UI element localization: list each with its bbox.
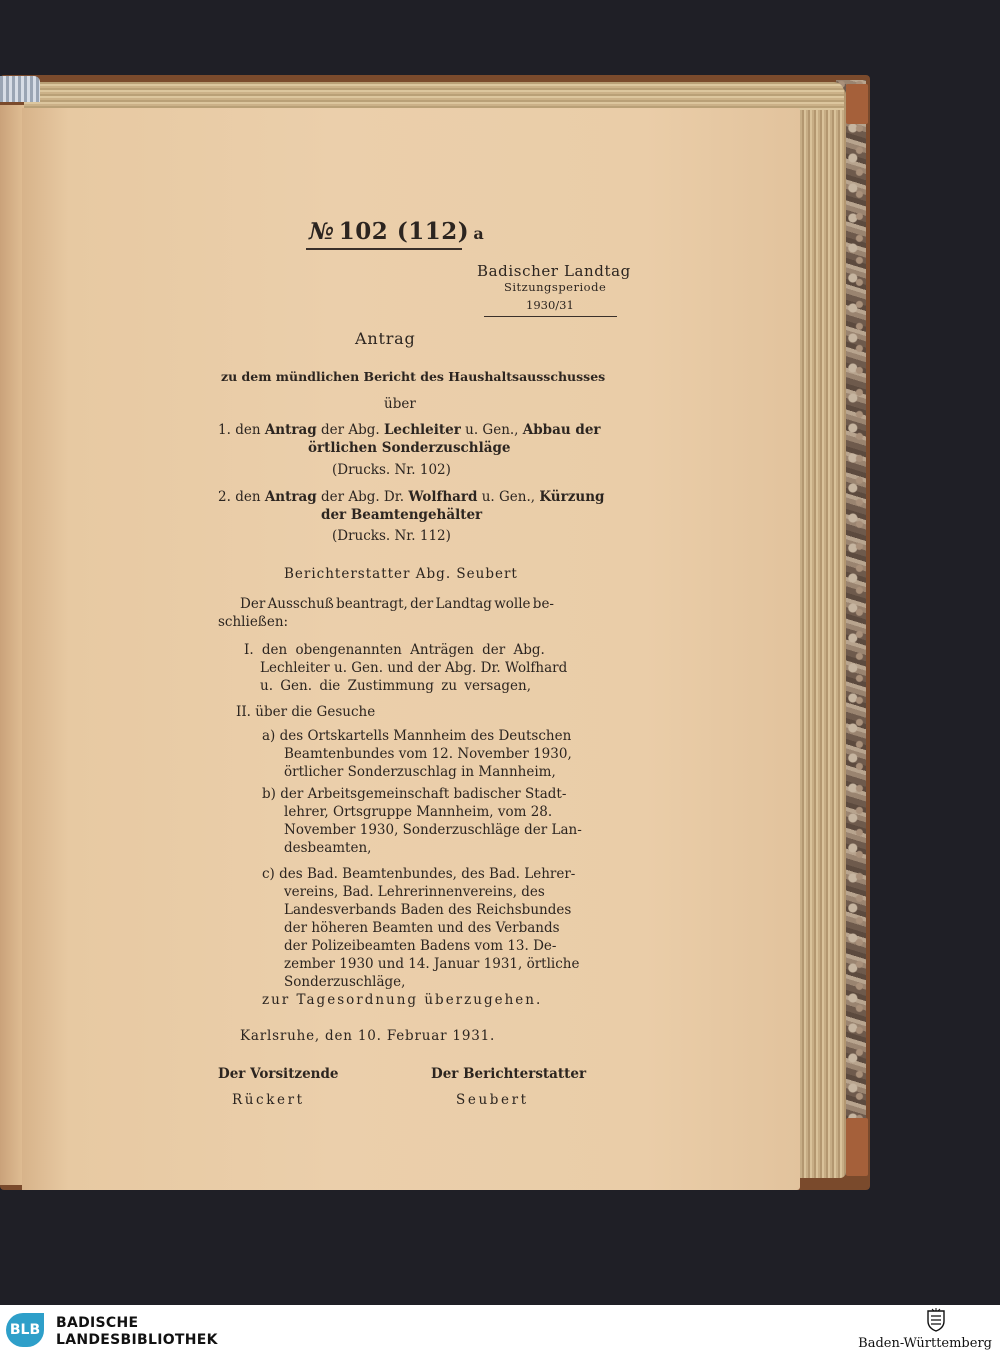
ueber-label: über — [384, 396, 416, 412]
state-label: Baden-Württemberg — [858, 1336, 992, 1351]
session-label: Sitzungsperiode — [504, 280, 607, 294]
intro-line-1: Der Ausschuß beantragt, der Landtag wolle be- — [240, 596, 554, 612]
sub-c-line-7: Sonderzuschläge, — [284, 974, 406, 990]
item-1-line-2: örtlichen Sonderzuschläge — [308, 440, 511, 456]
point-2-heading: II. über die Gesuche — [236, 704, 376, 720]
signature-right-name: Seubert — [456, 1092, 529, 1108]
page-edges-top — [24, 82, 844, 110]
item-2-reference: (Drucks. Nr. 112) — [332, 528, 451, 544]
sub-c-line-6: zember 1930 und 14. Januar 1931, örtliche — [284, 956, 580, 972]
document-title: Antrag — [355, 329, 416, 348]
header-underline — [484, 316, 617, 317]
library-name-line-2: LANDESBIBLIOTHEK — [56, 1332, 218, 1348]
document-number: № 102 (112) a — [309, 218, 484, 245]
blb-logo[interactable]: BLB — [6, 1313, 44, 1347]
item-2-line-2: der Beamtengehälter — [321, 507, 483, 523]
sub-b-line-3: November 1930, Sonderzuschläge der Lan- — [284, 822, 582, 838]
sub-a-line-3: örtlicher Sonderzuschlag in Mannheim, — [284, 764, 556, 780]
sub-b-line-2: lehrer, Ortsgruppe Mannheim, vom 28. — [284, 804, 553, 820]
parliament-name: Badischer Landtag — [477, 262, 631, 280]
state-crest-icon — [926, 1308, 946, 1332]
number-underline — [306, 248, 462, 250]
footer-bar — [0, 1305, 1000, 1355]
point-1-line-3: u. Gen. die Zustimmung zu versagen, — [260, 678, 531, 694]
document-page — [22, 108, 800, 1190]
document-subtitle: zu dem mündlichen Bericht des Haushaltsausschusses — [221, 369, 606, 384]
signature-left-title: Der Vorsitzende — [218, 1066, 339, 1082]
item-1-line-1: 1. den Antrag der Abg. Lechleiter u. Gen., Abbau der — [218, 422, 601, 438]
sub-c-line-2: vereins, Bad. Lehrerinnenvereins, des — [284, 884, 545, 900]
sub-c-line-5: der Polizeibeamten Badens vom 13. De- — [284, 938, 557, 954]
sub-c-line-4: der höheren Beamten und des Verbands — [284, 920, 560, 936]
sub-a-line-2: Beamtenbundes vom 12. November 1930, — [284, 746, 572, 762]
closing-line: zur Tagesordnung überzugehen. — [262, 992, 543, 1008]
place-date: Karlsruhe, den 10. Februar 1931. — [240, 1028, 496, 1044]
intro-line-2: schließen: — [218, 614, 289, 630]
sub-c-line-1: c) des Bad. Beamtenbundes, des Bad. Lehrer- — [262, 866, 576, 882]
leather-corner-top — [846, 84, 868, 124]
sub-b-line-1: b) der Arbeitsgemeinschaft badischer Stadt- — [262, 786, 567, 802]
leather-corner-bottom — [846, 1118, 868, 1176]
sub-b-line-4: desbeamten, — [284, 840, 372, 856]
item-1-reference: (Drucks. Nr. 102) — [332, 462, 451, 478]
signature-left-name: Rückert — [232, 1092, 305, 1108]
sub-a-line-1: a) des Ortskartells Mannheim des Deutschen — [262, 728, 572, 744]
session-years: 1930/31 — [526, 298, 574, 312]
sub-c-line-3: Landesverbands Baden des Reichsbundes — [284, 902, 572, 918]
left-page-edge — [0, 105, 24, 1185]
reporter-line: Berichterstatter Abg. Seubert — [284, 566, 518, 582]
signature-right-title: Der Berichterstatter — [431, 1066, 587, 1082]
item-2-line-1: 2. den Antrag der Abg. Dr. Wolfhard u. Gen., Kürzung — [218, 489, 605, 505]
library-name-line-1: BADISCHE — [56, 1315, 139, 1331]
bookmark-ribbon — [0, 76, 40, 102]
point-1-line-1: I. den obengenannten Anträgen der Abg. — [244, 642, 545, 658]
point-1-line-2: Lechleiter u. Gen. und der Abg. Dr. Wolfhard — [260, 660, 568, 676]
